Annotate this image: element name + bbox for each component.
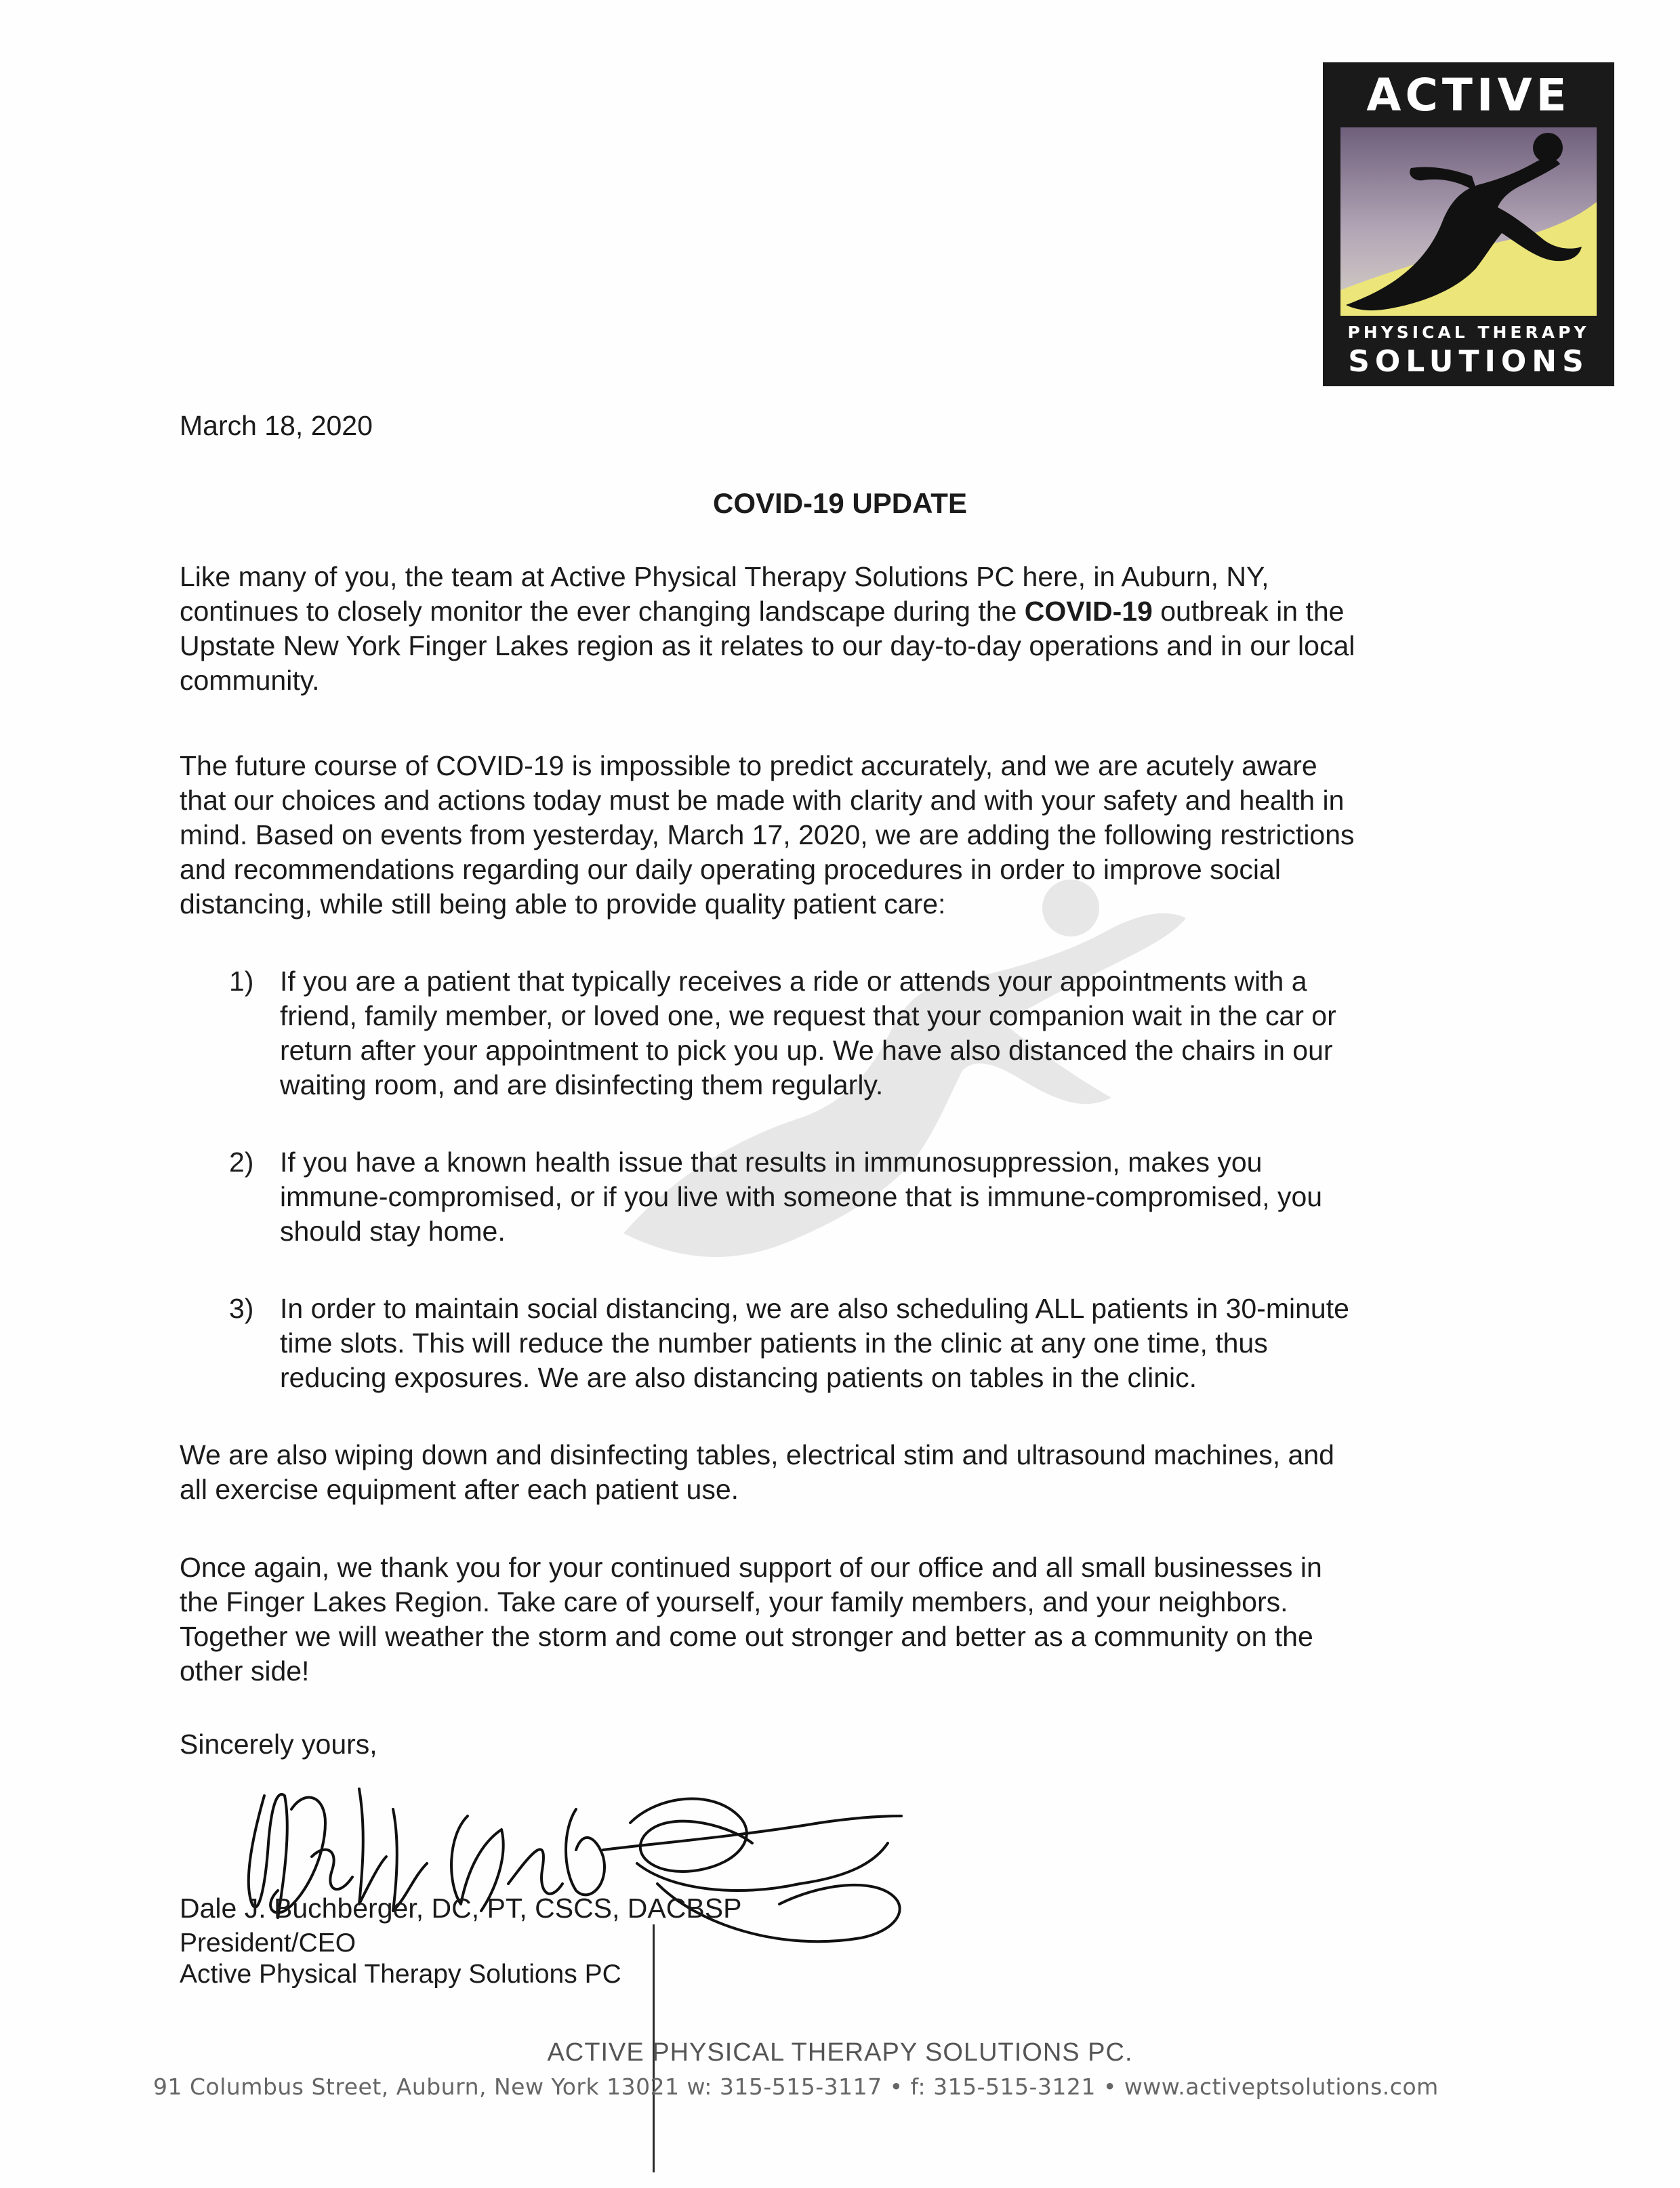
signer-name: Dale J. Buchberger, DC, PT, CSCS, DACBSP (180, 1893, 742, 1924)
covid-emphasis: COVID-19 (1024, 596, 1153, 627)
paragraph-line: Upstate New York Finger Lakes region as it relates to our day-to-day operations and in our local (180, 630, 1355, 661)
logo-top-word: ACTIVE (1366, 69, 1571, 121)
list-number: 3) (229, 1293, 254, 1324)
paragraph-line: We are also wiping down and disinfecting tables, electrical stim and ultrasound machines, and (180, 1439, 1334, 1470)
signer-company: Active Physical Therapy Solutions PC (180, 1960, 621, 1989)
letter-title: COVID-19 UPDATE (713, 487, 967, 519)
letter-date: March 18, 2020 (180, 410, 373, 441)
list-item-line: return after your appointment to pick you up. We have also distanced the chairs in our (280, 1035, 1333, 1066)
list-item (280, 1292, 1349, 1395)
list-number: 2) (229, 1147, 254, 1178)
paragraph-line: and recommendations regarding our daily operating procedures in order to improve social (180, 854, 1281, 885)
list-item (280, 964, 1336, 1102)
footer-address: 91 Columbus Street, Auburn, New York 13021 w: 315-515-3117 • f: 315-515-3121 • www.activeptsolutions.com (153, 2073, 1439, 2100)
paragraph-line: distancing, while still being able to provide quality patient care: (180, 888, 946, 920)
paragraph-line: community. (180, 665, 320, 696)
list-item-line: If you are a patient that typically receives a ride or attends your appointments with a (280, 966, 1307, 997)
list-item-line: reducing exposures. We are also distancing patients on tables in the clinic. (280, 1362, 1197, 1393)
paragraph-intro (180, 560, 1355, 698)
text-run: outbreak in the (1152, 596, 1345, 627)
paragraph-line: the Finger Lakes Region. Take care of yourself, your family members, and your neighbors. (180, 1586, 1288, 1617)
signer-title: President/CEO (180, 1928, 356, 1958)
company-logo (1323, 62, 1614, 386)
list-item (280, 1145, 1322, 1249)
paragraph-line: Once again, we thank you for your continued support of our office and all small businesses in (180, 1552, 1322, 1583)
paragraph-line: Together we will weather the storm and come out stronger and better as a community on the (180, 1621, 1313, 1652)
paragraph-future-course (180, 749, 1355, 922)
paragraph-line (180, 594, 1355, 629)
list-item-line: waiting room, and are disinfecting them regularly. (280, 1069, 884, 1100)
paragraph-line: The future course of COVID-19 is impossible to predict accurately, and we are acutely aware (180, 750, 1317, 781)
runner-logo-icon (1340, 127, 1597, 316)
footer-company-name: ACTIVE PHYSICAL THERAPY SOLUTIONS PC. (547, 2038, 1133, 2067)
paragraph-line: Like many of you, the team at Active Physical Therapy Solutions PC here, in Auburn, NY, (180, 561, 1269, 592)
list-item-line: immune-compromised, or if you live with someone that is immune-compromised, you (280, 1181, 1323, 1212)
list-item-line: time slots. This will reduce the number patients in the clinic at any one time, thus (280, 1327, 1268, 1359)
list-item-line: friend, family member, or loved one, we request that your companion wait in the car or (280, 1000, 1336, 1031)
paragraph-line: mind. Based on events from yesterday, March 17, 2020, we are adding the following restrictions (180, 819, 1355, 850)
paragraph-thanks (180, 1550, 1322, 1689)
list-item-line: should stay home. (280, 1216, 506, 1247)
list-item-line: In order to maintain social distancing, we are also scheduling ALL patients in 30-minute (280, 1293, 1349, 1324)
paragraph-disinfecting (180, 1438, 1334, 1507)
paragraph-line: other side! (180, 1655, 310, 1687)
list-number: 1) (229, 966, 254, 997)
logo-bottom-word: SOLUTIONS (1348, 344, 1589, 379)
logo-subtitle: PHYSICAL THERAPY (1347, 323, 1590, 342)
list-item-line: If you have a known health issue that results in immunosuppression, makes you (280, 1147, 1263, 1178)
closing-salutation: Sincerely yours, (180, 1729, 377, 1760)
paragraph-line: that our choices and actions today must be made with clarity and with your safety and health in (180, 785, 1345, 816)
text-run: continues to closely monitor the ever changing landscape during the (180, 596, 1025, 627)
paragraph-line: all exercise equipment after each patient use. (180, 1474, 739, 1505)
